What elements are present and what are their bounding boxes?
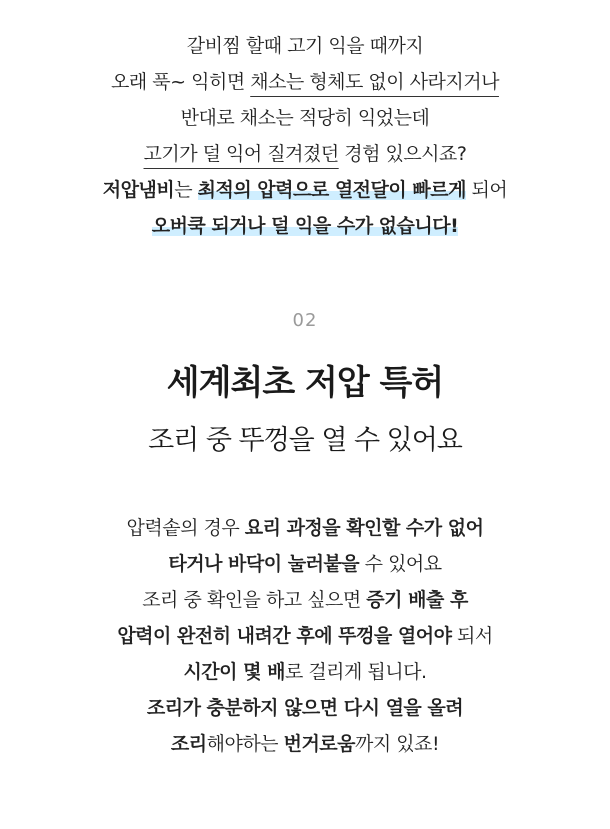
- detail-text: 압력솥의 경우: [126, 517, 245, 539]
- bold-text: 조리: [170, 733, 207, 755]
- section-subtitle: 조리 중 뚜껑을 열 수 있어요: [148, 425, 462, 456]
- intro-line-6: [0, 208, 610, 244]
- detail-text: 수 있어요: [359, 553, 442, 575]
- intro-line-5: [0, 172, 610, 208]
- bold-text: 타거나 바닥이 눌러붙을: [168, 553, 360, 575]
- intro-text: 되어: [465, 179, 508, 201]
- section-title: 세계최초 저압 특허: [166, 363, 444, 403]
- bold-text: 증기 배출 후: [366, 589, 468, 611]
- intro-text: 는: [174, 179, 198, 201]
- bold-text: 시간이 몇 배: [183, 661, 285, 683]
- intro-line-2: [0, 64, 610, 100]
- bold-text: 저압냄비: [102, 179, 175, 201]
- intro-text: 반대로 채소는 적당히 익었는데: [180, 107, 430, 129]
- intro-line-1: [0, 28, 610, 64]
- detail-line-3: [0, 582, 610, 618]
- detail-line-4: [0, 618, 610, 654]
- highlighted-text: 최적의 압력으로 열전달이 빠르게: [197, 179, 466, 201]
- intro-line-4: [0, 136, 610, 172]
- bold-text: 압력이 완전히 내려간 후에 뚜껑을 열어야: [117, 625, 452, 647]
- detail-line-5: [0, 654, 610, 690]
- intro-line-3: [0, 100, 610, 136]
- detail-paragraph: [0, 510, 610, 762]
- intro-text: 갈비찜 할때 고기 익을 때까지: [186, 35, 424, 57]
- bold-text: 번거로움: [283, 733, 356, 755]
- intro-paragraph: [0, 28, 610, 244]
- detail-text: 해야하는: [206, 733, 284, 755]
- detail-text: 로 걸리게 됩니다.: [284, 661, 427, 683]
- section-number: 02: [292, 310, 318, 331]
- intro-text: 경험 있으시죠?: [338, 143, 467, 165]
- detail-line-7: [0, 726, 610, 762]
- highlighted-text: 오버쿡 되거나 덜 익을 수가 없습니다!: [151, 215, 459, 237]
- detail-line-2: [0, 546, 610, 582]
- bold-text: 요리 과정을 확인할 수가 없어: [244, 517, 484, 539]
- detail-line-6: [0, 690, 610, 726]
- detail-text: 까지 있죠!: [355, 733, 440, 755]
- intro-text: 오래 푹~ 익히면: [111, 71, 251, 93]
- detail-text: 조리 중 확인을 하고 싶으면: [142, 589, 367, 611]
- bold-text: 조리가 충분하지 않으면 다시 열을 올려: [146, 697, 464, 719]
- underlined-text: 채소는 형체도 없이 사라지거나: [250, 71, 499, 93]
- detail-text: 되서: [451, 625, 493, 647]
- underlined-text: 고기가 덜 익어 질겨졌던: [143, 143, 339, 165]
- detail-line-1: [0, 510, 610, 546]
